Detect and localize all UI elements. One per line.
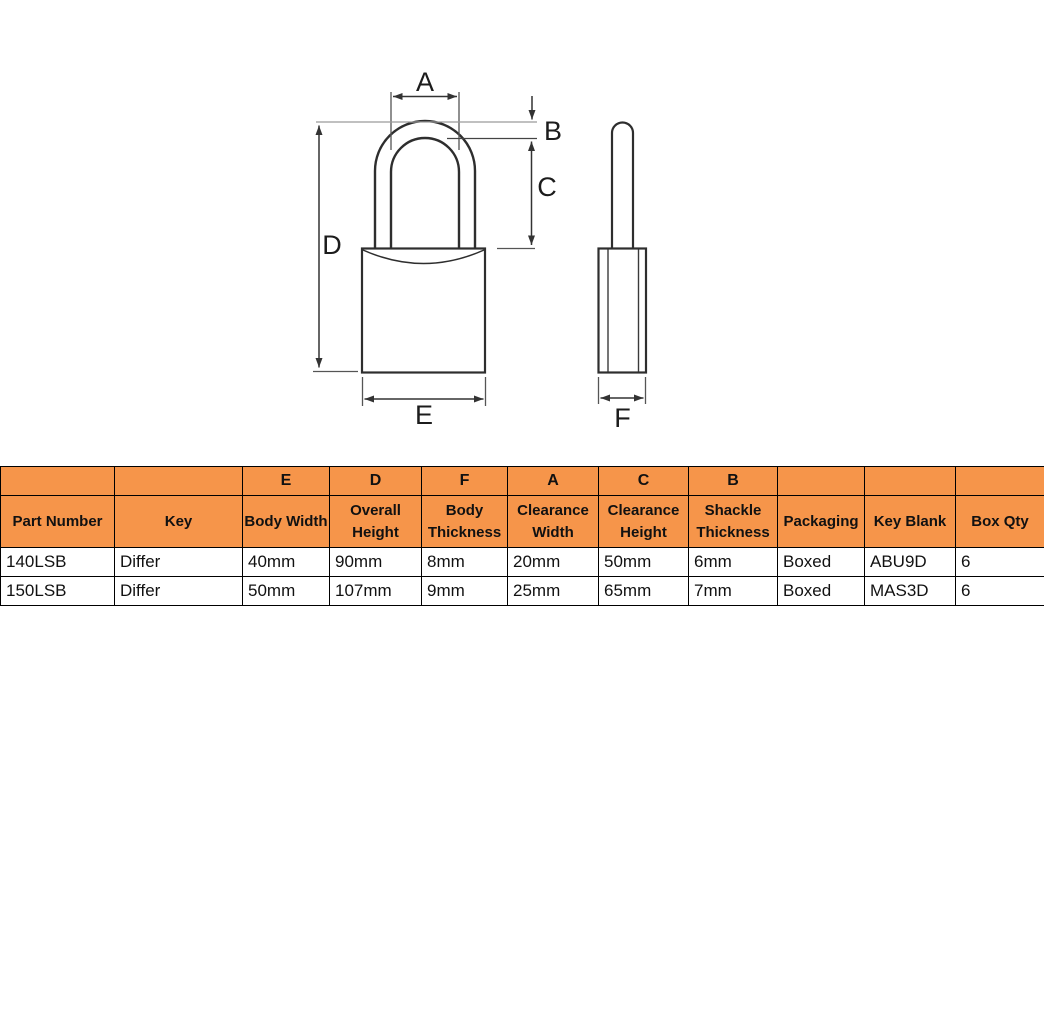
cell-shackle-thickness: 7mm	[689, 577, 778, 606]
cell-overall-height: 90mm	[330, 548, 422, 577]
letter-cell-c: C	[599, 467, 689, 496]
header-clearance-width: Clearance Width	[508, 496, 599, 548]
header-part-number: Part Number	[1, 496, 115, 548]
letter-cell	[778, 467, 865, 496]
cell-key-blank: ABU9D	[865, 548, 956, 577]
cell-part-number: 140LSB	[1, 548, 115, 577]
shackle-side-outline	[612, 123, 633, 250]
letter-cell-f: F	[422, 467, 508, 496]
dimension-e	[363, 377, 486, 430]
cell-part-number: 150LSB	[1, 577, 115, 606]
header-overall-height: Overall Height	[330, 496, 422, 548]
padlock-front-view	[362, 121, 485, 373]
dimension-d	[313, 126, 358, 372]
cell-box-qty: 6	[956, 548, 1044, 577]
spec-table	[0, 466, 1044, 606]
cell-packaging: Boxed	[778, 577, 865, 606]
cell-key: Differ	[115, 548, 243, 577]
cell-clearance-width: 20mm	[508, 548, 599, 577]
cell-shackle-thickness: 6mm	[689, 548, 778, 577]
shackle-inner-outline	[391, 138, 459, 250]
table-header-row	[1, 496, 1044, 548]
header-packaging: Packaging	[778, 496, 865, 548]
header-body-thickness: Body Thickness	[422, 496, 508, 548]
cell-overall-height: 107mm	[330, 577, 422, 606]
dimension-b	[316, 96, 562, 146]
letter-cell-d: D	[330, 467, 422, 496]
letter-cell-b: B	[689, 467, 778, 496]
padlock-dimension-diagram	[0, 0, 1044, 466]
letter-cell	[865, 467, 956, 496]
header-key: Key	[115, 496, 243, 548]
cell-box-qty: 6	[956, 577, 1044, 606]
dimension-label-f: F	[614, 403, 631, 433]
header-body-width: Body Width	[243, 496, 330, 548]
table-row	[1, 548, 1044, 577]
letter-cell-e: E	[243, 467, 330, 496]
letter-cell	[115, 467, 243, 496]
cell-body-width: 40mm	[243, 548, 330, 577]
cell-body-thickness: 9mm	[422, 577, 508, 606]
cell-body-width: 50mm	[243, 577, 330, 606]
table-row	[1, 577, 1044, 606]
cell-clearance-height: 50mm	[599, 548, 689, 577]
table-letter-row	[1, 467, 1044, 496]
dimension-label-a: A	[415, 67, 435, 97]
dimension-f	[599, 377, 646, 433]
dimension-label-e: E	[414, 400, 434, 430]
letter-cell-a: A	[508, 467, 599, 496]
header-clearance-height: Clearance Height	[599, 496, 689, 548]
padlock-body-front	[362, 249, 485, 373]
header-shackle-thickness: Shackle Thickness	[689, 496, 778, 548]
cell-key-blank: MAS3D	[865, 577, 956, 606]
cell-body-thickness: 8mm	[422, 548, 508, 577]
dimension-label-c: C	[537, 172, 557, 202]
dimension-c	[497, 142, 557, 249]
cell-packaging: Boxed	[778, 548, 865, 577]
cell-clearance-height: 65mm	[599, 577, 689, 606]
dimension-label-b: B	[543, 116, 563, 146]
letter-cell	[956, 467, 1044, 496]
padlock-side-view	[599, 123, 647, 373]
dimension-label-d: D	[322, 230, 342, 260]
header-box-qty: Box Qty	[956, 496, 1044, 548]
header-key-blank: Key Blank	[865, 496, 956, 548]
cell-key: Differ	[115, 577, 243, 606]
letter-cell	[1, 467, 115, 496]
cell-clearance-width: 25mm	[508, 577, 599, 606]
